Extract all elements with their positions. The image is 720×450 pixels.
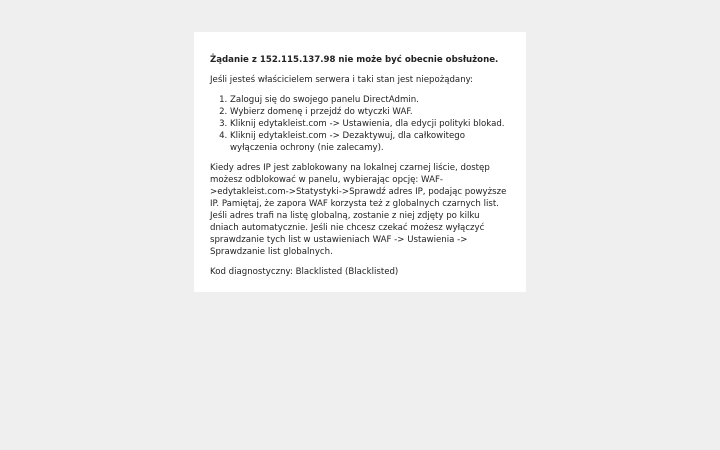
step-item: 1. Zaloguj się do swojego panelu DirectAdmin. bbox=[230, 94, 510, 106]
step-item: 4. Kliknij edytakleist.com -> Dezaktywuj, dla całkowitego wyłączenia ochrony (nie zalecamy). bbox=[230, 130, 510, 154]
intro-text: Jeśli jesteś właścicielem serwera i taki stan jest niepożądany: bbox=[210, 75, 474, 85]
explanation-text: Kiedy adres IP jest zablokowany na lokalnej czarnej liście, dostęp możesz odblokować w panelu, wybierając opcję: WAF->edytakleist.com->Statystyki->Sprawdź adres IP, podając powyższe IP. Pamiętaj, że zapora WAF korzysta też z globalnych czarnych list. Jeśli adres trafi na listę globalną, zostanie z niej zdjęty po kilku dniach automatycznie. Jeśli nie chcesz czekać możesz wyłączyć sprawdzanie tych list w ustawieniach WAF -> Ustawienia -> Sprawdzanie list globalnych. bbox=[210, 163, 507, 257]
error-card bbox=[194, 32, 526, 292]
step-item: 2. Wybierz domenę i przejdź do wtyczki WAF. bbox=[230, 106, 510, 118]
page-title: Żądanie z 152.115.137.98 nie może być obecnie obsłużone. bbox=[210, 55, 499, 65]
step-item: 3. Kliknij edytakleist.com -> Ustawienia, dla edycji polityki blokad. bbox=[230, 118, 510, 130]
diagnostic-code: Kod diagnostyczny: Blacklisted (Blacklisted) bbox=[210, 267, 399, 277]
steps-list bbox=[210, 94, 510, 154]
